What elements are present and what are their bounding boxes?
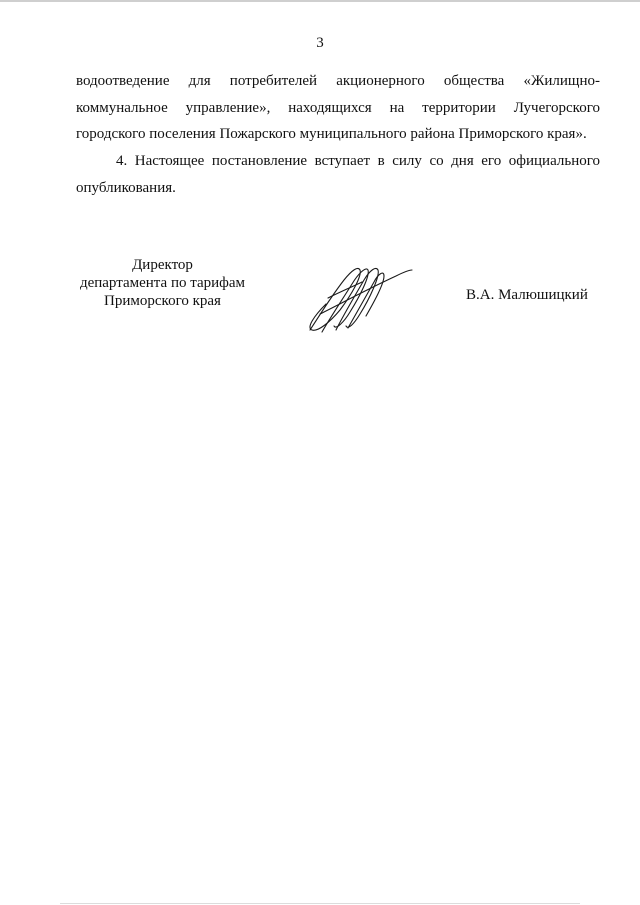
paragraph-effective-date bbox=[76, 148, 600, 201]
paragraph-line: городского поселения Пожарского муниципального района Приморского края». bbox=[76, 126, 587, 142]
page-bottom-border bbox=[60, 903, 580, 904]
signatory-title bbox=[70, 256, 255, 310]
signatory-name: В.А. Малюшицкий bbox=[466, 287, 588, 303]
paragraph-continuation bbox=[76, 68, 600, 148]
handwritten-signature bbox=[300, 258, 420, 338]
signatory-title-line: департамента по тарифам bbox=[79, 275, 246, 291]
paragraph-line: опубликования. bbox=[76, 179, 176, 196]
paragraph-line: коммунальное управление», находящихся на территории Лучегорского bbox=[76, 99, 600, 116]
paragraph-line: водоотведение для потребителей акционерного общества «Жилищно- bbox=[76, 73, 600, 89]
page-top-border bbox=[0, 0, 640, 2]
paragraph-line: 4. Настоящее постановление вступает в силу со дня его официального bbox=[116, 153, 600, 169]
signatory-title-line: Директор bbox=[132, 257, 193, 273]
page-number: 3 bbox=[316, 35, 324, 51]
signatory-title-line: Приморского края bbox=[104, 293, 221, 309]
